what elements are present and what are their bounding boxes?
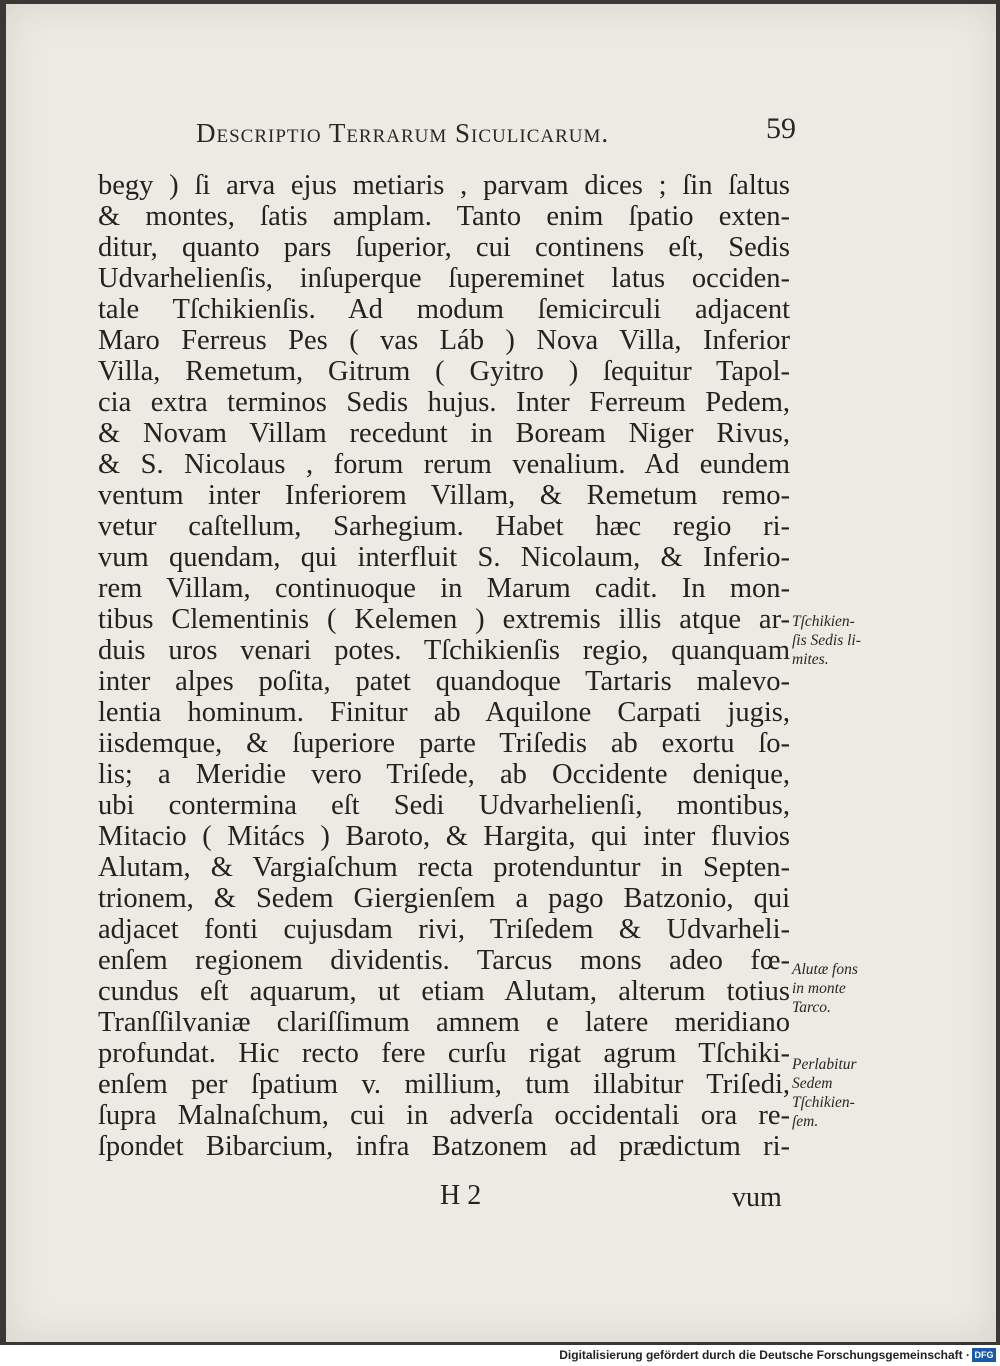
margin-note-line: mites. <box>792 651 829 668</box>
text-line: Mitacio ( Mitács ) Baroto, & Hargita, qui inter fluvios <box>98 821 790 852</box>
running-title: Descriptio Terrarum Siculicarum. <box>196 118 610 148</box>
text-line: cundus eſt aquarum, ut etiam Alutam, alterum totius <box>98 976 790 1007</box>
text-line: inter alpes poſita, patet quandoque Tartaris malevo- <box>98 666 790 697</box>
margin-note-aluta-source <box>792 960 902 1017</box>
page-number: 59 <box>766 112 796 145</box>
margin-note-line: ſem. <box>792 1113 819 1130</box>
signature-mark: H 2 <box>440 1180 482 1211</box>
credit-bar <box>0 1345 1000 1366</box>
funding-credit: Digitalisierung gefördert durch die Deutsche Forschungsgemeinschaft · <box>559 1348 970 1362</box>
text-line: Maro Ferreus Pes ( vas Láb ) Nova Villa, Inferior <box>98 325 790 356</box>
text-line: profundat. Hic recto fere curſu rigat agrum Tſchiki- <box>98 1038 790 1069</box>
text-line: ubi contermina eſt Sedi Udvarhelienſi, montibus, <box>98 790 790 821</box>
text-line: Villa, Remetum, Gitrum ( Gyitro ) ſequitur Tapol- <box>98 356 790 387</box>
text-line: ſpondet Bibarcium, infra Batzonem ad prædictum ri- <box>98 1131 790 1162</box>
text-line: adjacet fonti cujusdam rivi, Triſedem & Udvarheli- <box>98 914 790 945</box>
margin-note-line: Perlabitur <box>792 1056 857 1073</box>
margin-note-perlabitur <box>792 1055 902 1131</box>
text-line: ditur, quanto pars ſuperior, cui continens eſt, Sedis <box>98 232 790 263</box>
margin-note-line: ſis Sedis li- <box>792 632 861 649</box>
text-line: & montes, ſatis amplam. Tanto enim ſpatio exten- <box>98 201 790 232</box>
text-line: enſem regionem dividentis. Tarcus mons adeo fœ- <box>98 945 790 976</box>
text-line: vum quendam, qui interfluit S. Nicolaum, & Inferio- <box>98 542 790 573</box>
text-line: & S. Nicolaus , forum rerum venalium. Ad eundem <box>98 449 790 480</box>
catchword: vum <box>732 1182 782 1213</box>
text-line: Tranſſilvaniæ clariſſimum amnem e latere meridiano <box>98 1007 790 1038</box>
margin-note-line: Tſchikien- <box>792 613 855 630</box>
text-line: enſem per ſpatium v. millium, tum illabitur Triſedi, <box>98 1069 790 1100</box>
margin-note-line: Tarco. <box>792 999 831 1016</box>
text-line: ſupra Malnaſchum, cui in adverſa occidentali ora re- <box>98 1100 790 1131</box>
text-line: rem Villam, continuoque in Marum cadit. In mon- <box>98 573 790 604</box>
page-header <box>196 112 796 160</box>
text-line: Udvarhelienſis, inſuperque ſupereminet latus occiden- <box>98 263 790 294</box>
margin-note-tschikiensis-limits <box>792 612 902 669</box>
margin-note-line: Tſchikien- <box>792 1094 855 1111</box>
text-line: & Novam Villam recedunt in Boream Niger Rivus, <box>98 418 790 449</box>
text-line: cia extra terminos Sedis hujus. Inter Ferreum Pedem, <box>98 387 790 418</box>
text-line: iisdemque, & ſuperiore parte Triſedis ab exortu ſo- <box>98 728 790 759</box>
text-line: duis uros venari potes. Tſchikienſis regio, quanquam <box>98 635 790 666</box>
text-line: begy ) ſi arva ejus metiaris , parvam dices ; ſin ſaltus <box>98 170 790 201</box>
text-line: ventum inter Inferiorem Villam, & Remetum remo- <box>98 480 790 511</box>
text-line: tale Tſchikienſis. Ad modum ſemicirculi adjacent <box>98 294 790 325</box>
margin-note-line: Sedem <box>792 1075 833 1092</box>
text-line: trionem, & Sedem Giergienſem a pago Batzonio, qui <box>98 883 790 914</box>
text-line: tibus Clementinis ( Kelemen ) extremis illis atque ar- <box>98 604 790 635</box>
margin-note-line: Alutæ fons <box>792 961 858 978</box>
margin-note-line: in monte <box>792 980 846 997</box>
text-line: Alutam, & Vargiaſchum recta protenduntur in Septen- <box>98 852 790 883</box>
text-line: lentia hominum. Finitur ab Aquilone Carpati jugis, <box>98 697 790 728</box>
text-line: lis; a Meridie vero Triſede, ab Occidente denique, <box>98 759 790 790</box>
dfg-logo: DFG <box>972 1348 996 1362</box>
text-line: vetur caſtellum, Sarhegium. Habet hæc regio ri- <box>98 511 790 542</box>
